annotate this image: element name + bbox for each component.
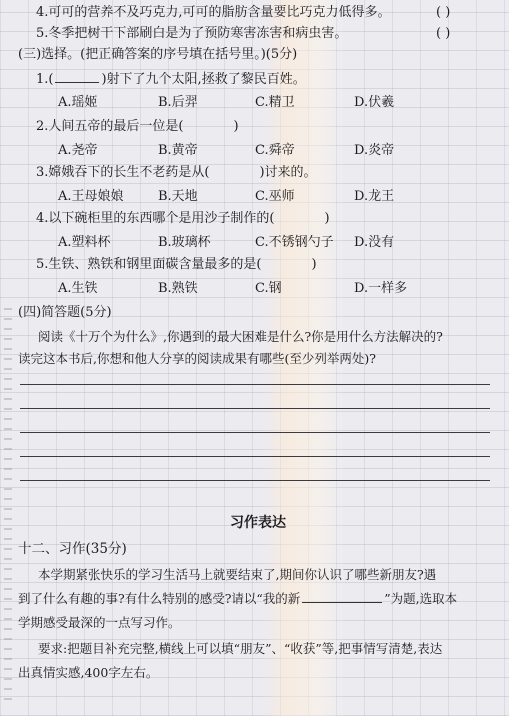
- option-a: A.生铁: [58, 281, 98, 296]
- question-4-stem: 4.以下碗柜里的东西哪个是用沙子制作的( ): [36, 211, 330, 226]
- option-c: C.不锈钢勺子: [255, 235, 334, 250]
- answer-line: [20, 480, 490, 481]
- option-b: B.熟铁: [158, 281, 198, 296]
- answer-line: [20, 456, 490, 457]
- section4-question-line1: 阅读《十万个为什么》,你遇到的最大困难是什么?你是用什么方法解决的?: [38, 329, 443, 344]
- option-c: C.舜帝: [255, 143, 295, 158]
- option-d: D.炎帝: [354, 143, 395, 158]
- question-5-stem: 5.生铁、熟铁和钢里面碳含量最多的是( ): [36, 257, 317, 272]
- option-c: C.精卫: [255, 95, 295, 110]
- option-d: D.伏羲: [354, 95, 395, 110]
- writing-heading: 习作表达: [230, 515, 286, 531]
- option-c: C.巫师: [255, 189, 295, 204]
- section3-title: (三)选择。(把正确答案的序号填在括号里。)(5分): [18, 47, 298, 62]
- judge-item-4: 4.可可的营养不及巧克力,可可的脂肪含量要比巧克力低得多。: [36, 5, 391, 20]
- judge-item-5: 5.冬季把树干下部刷白是为了预防寒害冻害和病虫害。: [36, 26, 348, 41]
- binding-margin-marks: [4, 300, 12, 700]
- answer-line: [20, 432, 490, 433]
- option-c: C.钢: [255, 281, 282, 296]
- judge-item-5-paren: ( ): [436, 26, 451, 41]
- answer-line: [20, 384, 490, 385]
- question-1-stem: 1.( )射下了九个太阳,拯救了黎民百姓。: [36, 72, 306, 87]
- writing-prompt-line3: 学期感受最深的一点写习作。: [18, 615, 181, 630]
- option-b: B.天地: [158, 189, 198, 204]
- question-3-stem: 3.嫦娥吞下的长生不老药是从( )讨来的。: [36, 165, 317, 180]
- judge-item-4-paren: ( ): [436, 5, 451, 20]
- option-d: D.一样多: [354, 281, 408, 296]
- option-b: B.黄帝: [158, 143, 198, 158]
- option-b: B.后羿: [158, 95, 198, 110]
- writing-requirement-line2: 出真情实感,400字左右。: [18, 665, 159, 680]
- option-a: A.塑料杯: [58, 235, 111, 250]
- writing-prompt-line2: 到了什么有趣的事?有什么特别的感受?请以“我的新 ”为题,选取本: [18, 591, 458, 606]
- answer-line: [20, 408, 490, 409]
- title-blank: [302, 590, 382, 603]
- option-a: A.瑶姬: [58, 95, 98, 110]
- writing-title: 十二、习作(35分): [18, 541, 127, 557]
- option-a: A.尧帝: [58, 143, 98, 158]
- option-d: D.龙王: [354, 189, 395, 204]
- option-d: D.没有: [354, 235, 395, 250]
- option-a: A.王母娘娘: [58, 189, 124, 204]
- section4-title: (四)简答题(5分): [18, 305, 112, 320]
- answer-blank: [55, 70, 99, 83]
- option-b: B.玻璃杯: [158, 235, 211, 250]
- writing-prompt-line1: 本学期紧张快乐的学习生活马上就要结束了,期间你认识了哪些新朋友?遇: [38, 567, 437, 582]
- question-2-stem: 2.人间五帝的最后一位是( ): [36, 119, 239, 134]
- section4-question-line2: 读完这本书后,你想和他人分享的阅读成果有哪些(至少列举两处)?: [18, 351, 376, 366]
- writing-requirement-line1: 要求:把题目补充完整,横线上可以填“朋友”、“收获”等,把事情写清楚,表达: [38, 641, 443, 656]
